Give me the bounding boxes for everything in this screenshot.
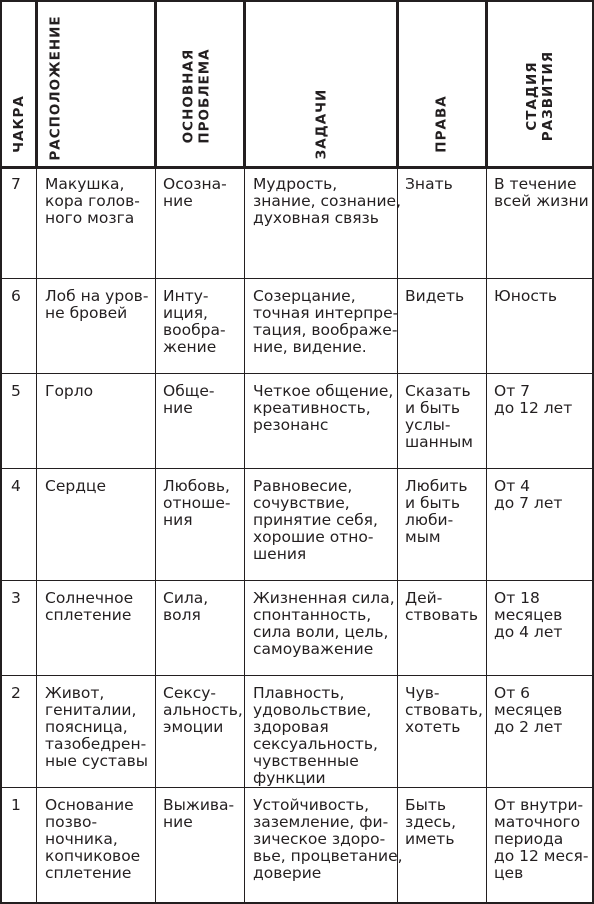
- cell-chakra: 4: [11, 477, 21, 495]
- cell-rights: Знать: [405, 175, 453, 193]
- cell-chakra: 3: [11, 589, 21, 607]
- cell-location: Основание позво- ночника, копчиковое сплетение: [45, 796, 141, 882]
- header-tasks: [246, 0, 396, 168]
- cell-chakra: 6: [11, 287, 21, 305]
- cell-tasks: Устойчивость, заземление, фи- зическое здоро- вье, процветание, доверие: [253, 796, 403, 882]
- cell-tasks: Созерцание, точная интерпре- тация, воображе- ние, видение.: [253, 287, 399, 356]
- header-location-label: РАСПОЛОЖЕНИЕ: [48, 15, 64, 161]
- cell-stage: От 4 до 7 лет: [494, 477, 563, 512]
- cell-stage: От 18 месяцев до 4 лет: [494, 589, 563, 641]
- cell-stage: В течение всей жизни: [494, 175, 589, 210]
- row-divider: [0, 468, 594, 469]
- cell-location: Лоб на уров- не бровей: [45, 287, 149, 322]
- cell-rights: Чув- ствовать, хотеть: [405, 684, 483, 736]
- header-stage: [488, 0, 592, 168]
- cell-location: Солнечное сплетение: [45, 589, 134, 624]
- row-divider: [0, 278, 594, 279]
- header-tasks-label: ЗАДАЧИ: [313, 88, 329, 160]
- cell-problem: Любовь, отноше- ния: [163, 477, 231, 529]
- cell-location: Горло: [45, 382, 94, 400]
- cell-tasks: Плавность, удовольствие, здоровая сексуальность, чувственные функции: [253, 684, 378, 787]
- cell-tasks: Мудрость, знание, сознание, духовная связь: [253, 175, 402, 227]
- cell-rights: Сказать и быть услы- шанным: [405, 382, 473, 451]
- cell-problem: Сексу- альность, эмоции: [163, 684, 243, 736]
- cell-chakra: 5: [11, 382, 21, 400]
- header-chakra-label: ЧАКРА: [10, 95, 27, 153]
- cell-problem: Обще- ние: [163, 382, 215, 417]
- row-divider: [0, 580, 594, 581]
- cell-chakra: 7: [11, 175, 21, 193]
- header-stage-label: СТАДИЯ РАЗВИТИЯ: [524, 50, 556, 142]
- cell-rights: Дей- ствовать: [405, 589, 478, 624]
- row-divider: [0, 373, 594, 374]
- header-problem: [157, 0, 243, 168]
- cell-tasks: Жизненная сила, спонтанность, сила воли, цель, самоуважение: [253, 589, 395, 658]
- col-divider: [36, 168, 37, 904]
- cell-stage: От 7 до 12 лет: [494, 382, 573, 417]
- cell-rights: Любить и быть люби- мым: [405, 477, 468, 546]
- cell-problem: Сила, воля: [163, 589, 209, 624]
- header-rights: [399, 0, 485, 168]
- cell-chakra: 1: [11, 796, 21, 814]
- cell-chakra: 2: [11, 684, 21, 702]
- cell-location: Сердце: [45, 477, 107, 495]
- header-chakra: [2, 0, 35, 168]
- cell-stage: От внутри- маточного периода до 12 меся- цев: [494, 796, 589, 882]
- cell-tasks: Равновесие, сочувствие, принятие себя, хорошие отно- шения: [253, 477, 378, 563]
- cell-stage: Юность: [494, 287, 558, 305]
- col-divider: [244, 168, 245, 904]
- cell-problem: Инту- иция, вообра- жение: [163, 287, 226, 356]
- cell-rights: Быть здесь, иметь: [405, 796, 457, 848]
- header-rights-label: ПРАВА: [433, 95, 450, 153]
- col-divider: [155, 168, 156, 904]
- cell-location: Макушка, кора голов- ного мозга: [45, 175, 140, 227]
- row-divider: [0, 787, 594, 788]
- cell-rights: Видеть: [405, 287, 465, 305]
- cell-problem: Осозна- ние: [163, 175, 227, 210]
- cell-tasks: Четкое общение, креативность, резонанс: [253, 382, 394, 434]
- cell-stage: От 6 месяцев до 2 лет: [494, 684, 563, 736]
- cell-location: Живот, гениталии, поясница, тазобедрен- ные суставы: [45, 684, 148, 770]
- header-problem-label: ОСНОВНАЯ ПРОБЛЕМА: [181, 48, 213, 144]
- col-divider: [486, 168, 487, 904]
- row-divider: [0, 675, 594, 676]
- cell-problem: Выжива- ние: [163, 796, 235, 831]
- header-location: [38, 0, 154, 168]
